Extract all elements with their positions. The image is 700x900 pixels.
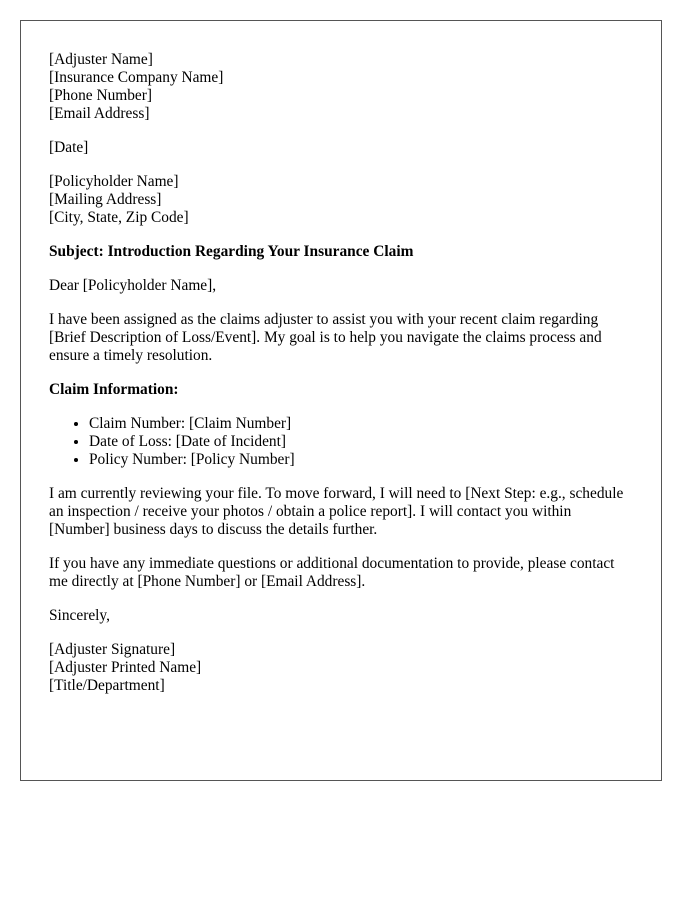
recipient-name: [Policyholder Name] [49, 173, 179, 190]
next-steps-paragraph: I am currently reviewing your file. To move forward, I will need to [Next Step: e.g., schedule an inspection / receive your photos / obtain a police report]. I will contact you within [Number] business days to discuss the details further. [49, 485, 624, 538]
signature-block [49, 641, 633, 695]
greeting: Dear [Policyholder Name], [49, 277, 217, 294]
date-line: [Date] [49, 139, 89, 156]
letter-document [20, 20, 662, 781]
recipient-address: [Mailing Address] [49, 191, 162, 208]
adjuster-signature: [Adjuster Signature] [49, 641, 176, 658]
list-item-policy-number: • Policy Number: [Policy Number] [89, 451, 633, 469]
intro-paragraph: I have been assigned as the claims adjuster to assist you with your recent claim regarding [Brief Description of Loss/Event]. My goal is to help you navigate the claims process and ensure a timely resolution. [49, 311, 602, 364]
list-item-claim-number: • Claim Number: [Claim Number] [89, 415, 633, 433]
adjuster-printed-name: [Adjuster Printed Name] [49, 659, 202, 676]
sender-company: [Insurance Company Name] [49, 69, 224, 86]
recipient-city-state-zip: [City, State, Zip Code] [49, 209, 189, 226]
claim-info-list [49, 415, 633, 469]
contact-paragraph: If you have any immediate questions or additional documentation to provide, please contact me directly at [Phone Number] or [Email Address]. [49, 555, 615, 590]
adjuster-title: [Title/Department] [49, 677, 165, 694]
sender-block [49, 51, 633, 123]
recipient-block [49, 173, 633, 227]
sender-email: [Email Address] [49, 105, 150, 122]
list-item-date-of-loss: • Date of Loss: [Date of Incident] [89, 433, 633, 451]
closing: Sincerely, [49, 607, 110, 624]
sender-phone: [Phone Number] [49, 87, 153, 104]
subject-line: Subject: Introduction Regarding Your Insurance Claim [49, 243, 414, 260]
sender-name: [Adjuster Name] [49, 51, 153, 68]
claim-info-heading: Claim Information: [49, 381, 179, 398]
